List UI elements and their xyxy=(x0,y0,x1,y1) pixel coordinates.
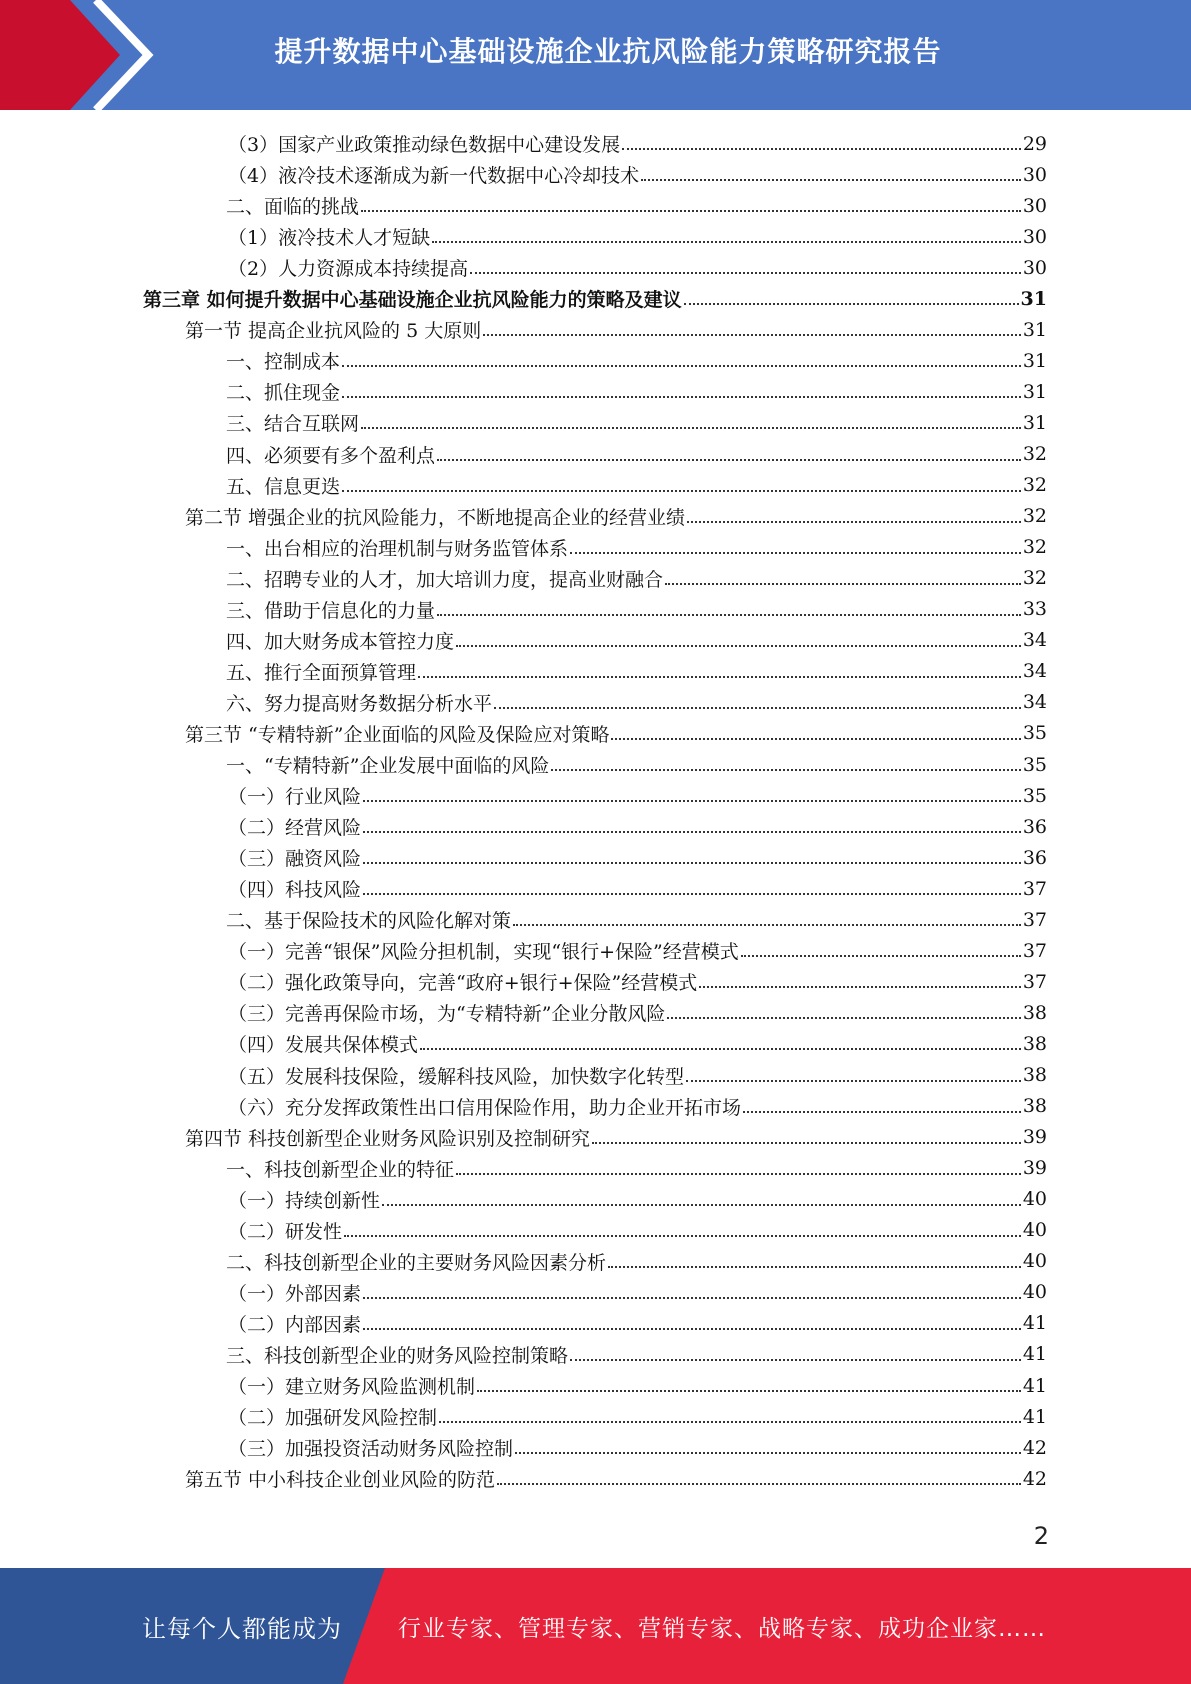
toc-entry[interactable] xyxy=(226,470,1047,501)
toc-entry[interactable] xyxy=(228,935,1047,966)
toc-entry-title: （3）国家产业政策推动绿色数据中心建设发展 xyxy=(228,134,621,156)
toc-entry-page: 32 xyxy=(1022,567,1047,590)
toc-entry-title: 二、科技创新型企业的主要财务风险因素分析 xyxy=(226,1251,607,1274)
toc-entry-page: 42 xyxy=(1022,1467,1047,1490)
toc-entry-title: 二、面临的挑战 xyxy=(226,196,360,219)
toc-entry-title: 三、借助于信息化的力量 xyxy=(226,599,436,622)
toc-entry-title: 五、信息更迭 xyxy=(226,475,341,498)
toc-entry-page: 42 xyxy=(1022,1436,1047,1459)
toc-entry[interactable] xyxy=(228,780,1047,811)
toc-dot-leader xyxy=(551,750,1020,771)
page-number: 2 xyxy=(1033,1522,1049,1550)
toc-entry[interactable] xyxy=(228,1370,1047,1401)
toc-entry-title: 一、控制成本 xyxy=(226,351,341,374)
toc-entry[interactable] xyxy=(226,749,1047,780)
toc-dot-leader xyxy=(342,471,1021,492)
toc-entry-page: 40 xyxy=(1022,1219,1047,1242)
toc-entry-title: 四、必须要有多个盈利点 xyxy=(226,444,436,467)
toc-dot-leader xyxy=(363,1278,1021,1299)
toc-entry[interactable] xyxy=(226,439,1047,470)
toc-dot-leader xyxy=(437,440,1021,461)
toc-entry-title: （一）持续创新性 xyxy=(228,1189,381,1212)
toc-entry-title: 四、加大财务成本管控力度 xyxy=(226,630,455,653)
toc-dot-leader xyxy=(665,564,1021,585)
toc-entry[interactable] xyxy=(228,1401,1047,1432)
toc-entry-page: 31 xyxy=(1020,287,1047,310)
toc-entry-title: 第二节 增强企业的抗风险能力，不断地提高企业的经营业绩 xyxy=(185,506,686,529)
toc-entry-page: 38 xyxy=(1022,1064,1047,1086)
toc-entry-page: 32 xyxy=(1022,505,1047,528)
toc-entry[interactable] xyxy=(226,656,1047,687)
toc-dot-leader xyxy=(437,595,1021,616)
toc-dot-leader xyxy=(470,253,1021,274)
toc-entry[interactable] xyxy=(226,407,1047,438)
toc-entry-page: 30 xyxy=(1022,256,1047,279)
toc-entry[interactable] xyxy=(228,159,1047,190)
toc-entry[interactable] xyxy=(226,532,1047,563)
toc-entry[interactable] xyxy=(228,873,1047,904)
toc-dot-leader xyxy=(363,874,1021,895)
toc-entry-title: （三）完善再保险市场，为“专精特新”企业分散风险 xyxy=(228,1003,666,1026)
toc-dot-leader xyxy=(477,1371,1021,1392)
toc-entry-page: 39 xyxy=(1022,1157,1047,1180)
toc-dot-leader xyxy=(361,408,1021,429)
toc-entry[interactable] xyxy=(228,128,1047,159)
toc-entry-page: 41 xyxy=(1022,1374,1047,1397)
page-header xyxy=(0,0,1191,110)
toc-dot-leader xyxy=(570,1340,1021,1361)
toc-entry-title: （三）融资风险 xyxy=(228,848,362,871)
toc-dot-leader xyxy=(363,812,1021,833)
toc-entry[interactable] xyxy=(226,1153,1047,1184)
toc-dot-leader xyxy=(382,1185,1021,1206)
toc-entry-title: 二、抓住现金 xyxy=(226,382,341,405)
toc-dot-leader xyxy=(741,936,1021,957)
toc-entry[interactable] xyxy=(226,1339,1047,1370)
toc-entry[interactable] xyxy=(228,1277,1047,1308)
toc-entry[interactable] xyxy=(228,252,1047,283)
toc-dot-leader xyxy=(363,1309,1021,1330)
toc-entry[interactable] xyxy=(226,687,1047,718)
toc-entry-page: 31 xyxy=(1022,411,1047,434)
toc-dot-leader xyxy=(456,1154,1021,1175)
footer-slogan-right: 行业专家、管理专家、营销专家、战略专家、成功企业家…… xyxy=(398,1615,1046,1642)
toc-entry[interactable] xyxy=(228,842,1047,873)
toc-entry-page: 36 xyxy=(1022,846,1047,869)
toc-dot-leader xyxy=(432,222,1021,243)
toc-entry-page: 41 xyxy=(1022,1312,1047,1335)
toc-entry-title: 三、科技创新型企业的财务风险控制策略 xyxy=(226,1344,569,1367)
toc-entry-page: 29 xyxy=(1022,132,1047,155)
toc-dot-leader xyxy=(344,1216,1021,1237)
toc-entry-page: 41 xyxy=(1022,1405,1047,1428)
toc-entry[interactable] xyxy=(228,1308,1047,1339)
toc-entry[interactable] xyxy=(226,190,1047,221)
toc-entry[interactable] xyxy=(226,345,1047,376)
toc-entry-title: 第三节 “专精特新”企业面临的风险及保险应对策略 xyxy=(185,723,610,746)
toc-entry-title: （二）加强研发风险控制 xyxy=(228,1407,438,1430)
toc-dot-leader xyxy=(420,1029,1021,1050)
toc-dot-leader xyxy=(513,905,1021,926)
toc-entry-page: 40 xyxy=(1022,1250,1047,1273)
toc-entry-title: （六）充分发挥政策性出口信用保险作用，助力企业开拓市场 xyxy=(228,1096,742,1119)
toc-entry-page: 35 xyxy=(1022,784,1047,807)
toc-dot-leader xyxy=(608,1247,1021,1268)
toc-entry-page: 32 xyxy=(1022,536,1047,559)
toc-entry-title: （三）加强投资活动财务风险控制 xyxy=(228,1438,514,1461)
toc-dot-leader xyxy=(456,626,1021,647)
toc-entry[interactable] xyxy=(226,904,1047,935)
toc-entry-page: 30 xyxy=(1022,163,1047,186)
toc-dot-leader xyxy=(667,998,1020,1019)
toc-entry-page: 38 xyxy=(1022,1095,1047,1118)
page-footer xyxy=(0,1568,1191,1684)
toc-entry-page: 33 xyxy=(1022,598,1047,621)
toc-entry[interactable] xyxy=(185,1122,1047,1153)
toc-entry-page: 32 xyxy=(1022,443,1047,465)
toc-entry-title: （一）完善“银保”风险分担机制，实现“银行+保险”经营模式 xyxy=(228,941,739,964)
document-title: 提升数据中心基础设施企业抗风险能力策略研究报告 xyxy=(274,35,942,68)
toc-dot-leader xyxy=(515,1433,1021,1454)
toc-dot-leader xyxy=(570,533,1021,554)
toc-entry-page: 41 xyxy=(1022,1343,1047,1366)
toc-dot-leader xyxy=(497,1464,1021,1485)
toc-dot-leader xyxy=(699,967,1021,988)
toc-entry-title: 二、招聘专业的人才，加大培训力度，提高业财融合 xyxy=(226,568,664,591)
toc-dot-leader xyxy=(418,657,1021,678)
toc-entry-title: （一）外部因素 xyxy=(228,1282,362,1305)
toc-dot-leader xyxy=(743,1092,1021,1113)
toc-dot-leader xyxy=(439,1402,1021,1423)
toc-entry[interactable] xyxy=(228,1432,1047,1463)
toc-chapter-entry[interactable] xyxy=(143,283,1047,314)
toc-dot-leader xyxy=(483,315,1021,336)
toc-entry-page: 32 xyxy=(1022,474,1047,497)
toc-entry-title: （2）人力资源成本持续提高 xyxy=(228,258,469,281)
toc-entry-title: （四）科技风险 xyxy=(228,879,362,902)
toc-entry-page: 36 xyxy=(1022,815,1047,838)
toc-entry-page: 37 xyxy=(1022,939,1047,962)
toc-entry[interactable] xyxy=(228,1091,1047,1122)
toc-entry-title: （4）液冷技术逐渐成为新一代数据中心冷却技术 xyxy=(228,165,640,188)
toc-entry[interactable] xyxy=(226,563,1047,594)
toc-entry[interactable] xyxy=(228,1060,1047,1091)
toc-entry-page: 34 xyxy=(1022,691,1047,714)
toc-entry[interactable] xyxy=(185,1463,1047,1494)
toc-entry-page: 35 xyxy=(1022,722,1047,745)
toc-entry[interactable] xyxy=(185,718,1047,749)
toc-entry-page: 40 xyxy=(1022,1281,1047,1304)
toc-entry-page: 30 xyxy=(1022,194,1047,217)
toc-entry-page: 31 xyxy=(1022,380,1047,403)
toc-entry-title: （四）发展共保体模式 xyxy=(228,1034,419,1057)
toc-entry-title: 六、努力提高财务数据分析水平 xyxy=(226,692,493,715)
toc-entry-page: 40 xyxy=(1022,1188,1047,1211)
toc-entry[interactable] xyxy=(228,1184,1047,1215)
toc-dot-leader xyxy=(342,377,1021,398)
toc-entry-title: （二）研发性 xyxy=(228,1220,343,1243)
toc-entry-page: 39 xyxy=(1022,1126,1047,1149)
toc-entry-page: 34 xyxy=(1022,629,1047,652)
toc-entry-page: 34 xyxy=(1022,660,1047,683)
toc-entry-page: 37 xyxy=(1022,908,1047,931)
toc-dot-leader xyxy=(361,191,1021,212)
toc-entry[interactable] xyxy=(226,1246,1047,1277)
toc-entry-title: （二）内部因素 xyxy=(228,1313,362,1336)
toc-entry[interactable] xyxy=(228,221,1047,252)
toc-entry-page: 31 xyxy=(1022,349,1047,372)
toc-entry-title: 一、科技创新型企业的特征 xyxy=(226,1158,455,1181)
toc-entry-page: 31 xyxy=(1022,318,1047,341)
toc-dot-leader xyxy=(363,843,1021,864)
toc-entry-page: 38 xyxy=(1022,1032,1047,1055)
toc-entry-page: 37 xyxy=(1022,970,1047,993)
toc-entry-title: （五）发展科技保险，缓解科技风险，加快数字化转型 xyxy=(228,1065,685,1088)
toc-entry-title: 五、推行全面预算管理 xyxy=(226,661,417,684)
toc-entry-title: 第三章 如何提升数据中心基础设施企业抗风险能力的策略及建议 xyxy=(143,289,682,312)
toc-entry[interactable] xyxy=(226,376,1047,407)
toc-dot-leader xyxy=(684,284,1019,305)
toc-entry[interactable] xyxy=(228,997,1047,1028)
toc-dot-leader xyxy=(363,781,1021,802)
toc-entry-title: （一）行业风险 xyxy=(228,786,362,809)
toc-entry-page: 37 xyxy=(1022,877,1047,900)
toc-dot-leader xyxy=(686,1061,1021,1082)
toc-dot-leader xyxy=(622,129,1021,150)
toc-entry-title: 一、“专精特新”企业发展中面临的风险 xyxy=(226,755,550,777)
toc-entry[interactable] xyxy=(226,625,1047,656)
toc-entry-title: （二）经营风险 xyxy=(228,817,362,840)
toc-entry-title: 第四节 科技创新型企业财务风险识别及控制研究 xyxy=(185,1127,591,1150)
toc-entry-page: 38 xyxy=(1022,1001,1047,1024)
toc-entry-title: 第一节 提高企业抗风险的 5 大原则 xyxy=(185,320,482,343)
toc-dot-leader xyxy=(611,719,1020,740)
footer-slogan-left: 让每个人都能成为 xyxy=(142,1614,342,1643)
toc-entry-title: （1）液冷技术人才短缺 xyxy=(228,227,431,250)
toc-entry[interactable] xyxy=(228,1215,1047,1246)
toc-entry-title: （二）强化政策导向，完善“政府+银行+保险”经营模式 xyxy=(228,972,698,995)
toc-entry-title: 二、基于保险技术的风险化解对策 xyxy=(226,910,512,933)
toc-entry-title: 第五节 中小科技企业创业风险的防范 xyxy=(185,1469,496,1492)
toc-entry[interactable] xyxy=(228,966,1047,997)
toc-entry-page: 30 xyxy=(1022,225,1047,248)
toc-dot-leader xyxy=(342,346,1021,367)
toc-dot-leader xyxy=(592,1123,1021,1144)
toc-dot-leader xyxy=(494,688,1021,709)
toc-entry[interactable] xyxy=(185,314,1047,345)
toc-entry[interactable] xyxy=(185,501,1047,532)
toc-entry-title: 三、结合互联网 xyxy=(226,413,360,436)
toc-entry-title: 一、出台相应的治理机制与财务监管体系 xyxy=(226,537,569,560)
toc-entry[interactable] xyxy=(226,594,1047,625)
toc-entry-title: （一）建立财务风险监测机制 xyxy=(228,1376,476,1398)
toc-entry[interactable] xyxy=(228,811,1047,842)
toc-entry[interactable] xyxy=(228,1028,1047,1059)
toc-entry-page: 35 xyxy=(1022,753,1047,776)
toc-dot-leader xyxy=(687,502,1021,523)
toc-dot-leader xyxy=(641,160,1021,181)
